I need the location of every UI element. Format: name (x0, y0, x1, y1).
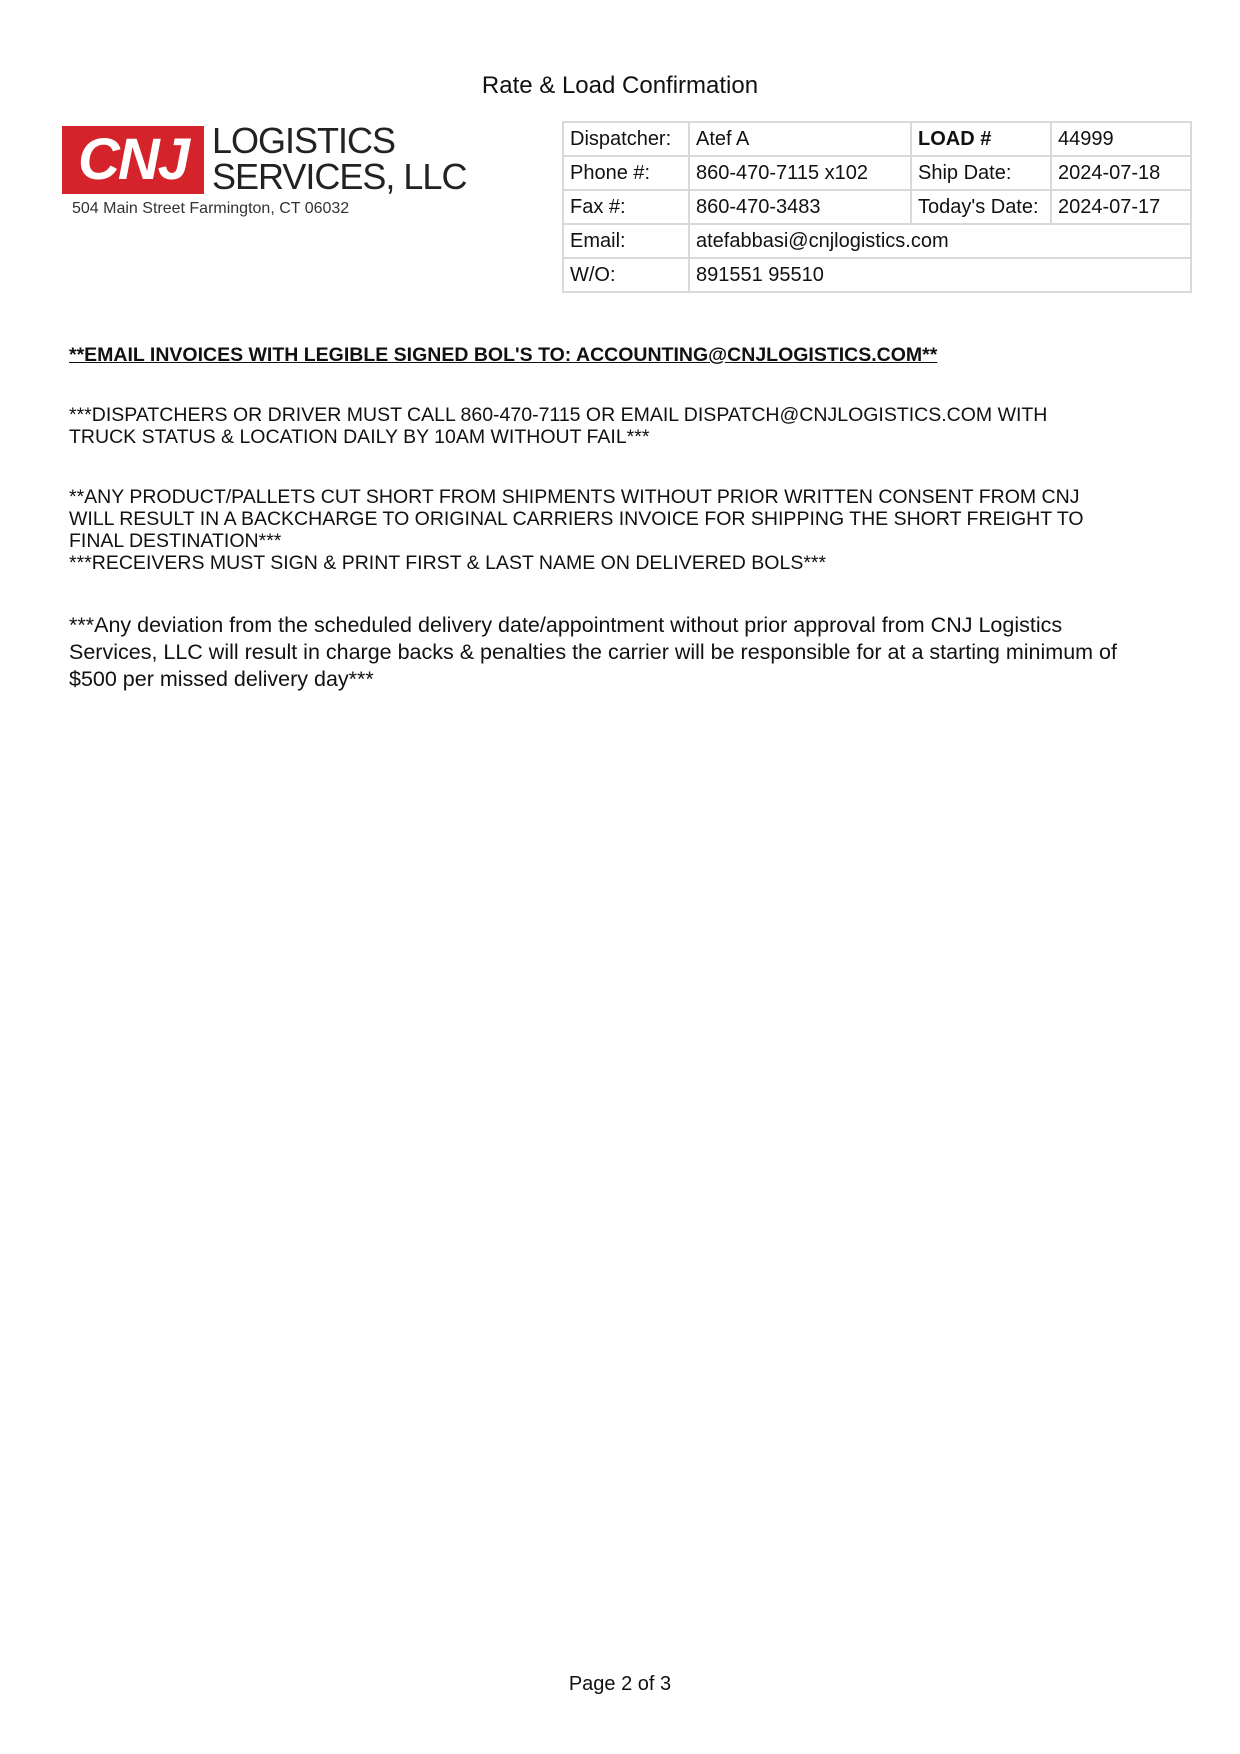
table-row (563, 156, 1191, 190)
load-number-label: LOAD # (911, 122, 1051, 156)
table-row (563, 258, 1191, 292)
invoice-email-notice: **EMAIL INVOICES WITH LEGIBLE SIGNED BOL'S TO: ACCOUNTING@CNJLOGISTICS.COM** (69, 344, 938, 366)
notice-line: FINAL DESTINATION*** (69, 530, 282, 552)
document-title: Rate & Load Confirmation (481, 72, 759, 99)
shortage-backcharge-notice (69, 486, 1169, 574)
notice-line: ***DISPATCHERS OR DRIVER MUST CALL 860-470-7115 OR EMAIL DISPATCH@CNJLOGISTICS.COM WITH (69, 404, 1048, 426)
table-row (563, 224, 1191, 258)
page-number: Page 2 of 3 (568, 1673, 672, 1695)
phone-value: 860-470-7115 x102 (689, 156, 911, 190)
ship-date-label: Ship Date: (911, 156, 1051, 190)
table-row (563, 122, 1191, 156)
notice-line: Services, LLC will result in charge backs & penalties the carrier will be responsible for at a starting minimum of (69, 640, 1117, 664)
work-order-label: W/O: (563, 258, 689, 292)
notice-line: **ANY PRODUCT/PALLETS CUT SHORT FROM SHIPMENTS WITHOUT PRIOR WRITTEN CONSENT FROM CNJ (69, 486, 1080, 508)
table-row (563, 190, 1191, 224)
notice-line: WILL RESULT IN A BACKCHARGE TO ORIGINAL CARRIERS INVOICE FOR SHIPPING THE SHORT FREIGHT TO (69, 508, 1084, 530)
todays-date-label: Today's Date: (911, 190, 1051, 224)
work-order-value: 891551 95510 (689, 258, 1191, 292)
email-label: Email: (563, 224, 689, 258)
logo-word-services: SERVICES, LLC (212, 156, 467, 197)
company-address: 504 Main Street Farmington, CT 06032 (72, 200, 350, 217)
logo-word-logistics: LOGISTICS (212, 120, 396, 161)
dispatch-status-notice (69, 404, 1169, 448)
notice-line: ***Any deviation from the scheduled delivery date/appointment without prior approval from CNJ Logistics (69, 613, 1063, 637)
load-number-value: 44999 (1051, 122, 1191, 156)
company-logo (62, 120, 467, 226)
phone-label: Phone #: (563, 156, 689, 190)
dispatcher-value: Atef A (689, 122, 911, 156)
fax-value: 860-470-3483 (689, 190, 911, 224)
fax-label: Fax #: (563, 190, 689, 224)
email-value: atefabbasi@cnjlogistics.com (689, 224, 1191, 258)
todays-date-value: 2024-07-17 (1051, 190, 1191, 224)
load-info-table (562, 121, 1192, 293)
dispatcher-label: Dispatcher: (563, 122, 689, 156)
notice-line: $500 per missed delivery day*** (69, 667, 374, 691)
notice-line: TRUCK STATUS & LOCATION DAILY BY 10AM WITHOUT FAIL*** (69, 426, 650, 448)
ship-date-value: 2024-07-18 (1051, 156, 1191, 190)
delivery-deviation-notice (69, 612, 1169, 693)
logo-mark: CNJ (62, 126, 204, 194)
notice-line: ***RECEIVERS MUST SIGN & PRINT FIRST & LAST NAME ON DELIVERED BOLS*** (69, 552, 827, 574)
